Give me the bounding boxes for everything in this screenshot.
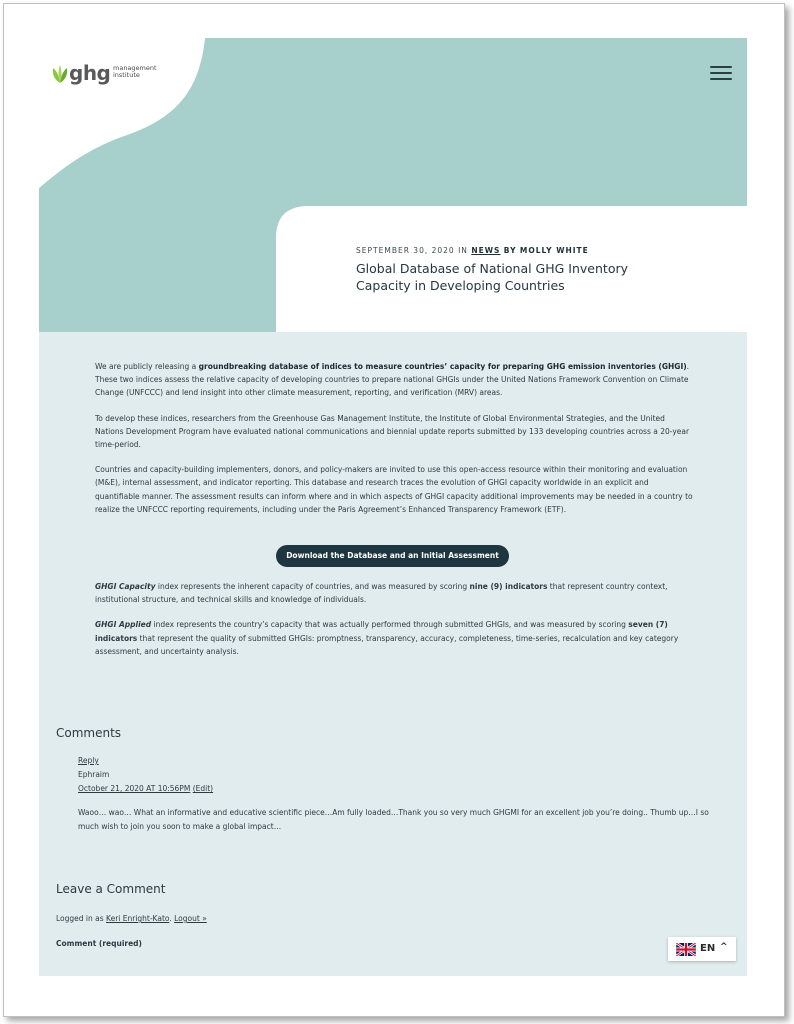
logged-in-prefix: Logged in as <box>56 914 104 923</box>
capacity-index-name: GHGI Capacity <box>95 582 156 591</box>
edit-comment-link[interactable]: (Edit) <box>192 784 214 793</box>
download-database-button[interactable]: Download the Database and an Initial Assessment <box>276 545 509 567</box>
applied-indicators: seven (7) indicators <box>95 620 668 643</box>
comment-field-label: Comment (required) <box>56 939 142 948</box>
article-page <box>39 38 747 976</box>
in-label: IN <box>458 246 468 255</box>
capacity-indicators: nine (9) indicators <box>469 582 548 591</box>
chevron-up-icon: ^ <box>720 942 728 952</box>
logo[interactable] <box>51 61 171 88</box>
leave-comment-heading: Leave a Comment <box>56 882 166 896</box>
logo-subtitle-line-1: management <box>113 64 157 72</box>
logout-link[interactable]: Logout » <box>174 914 207 923</box>
post-date: SEPTEMBER 30, 2020 <box>356 246 455 255</box>
post-title: Global Database of National GHG Inventory Capacity in Developing Countries <box>356 261 628 293</box>
logo-wordmark: ghg <box>69 61 111 85</box>
leaf-icon <box>51 64 69 84</box>
logo-subtitle <box>113 65 173 79</box>
applied-text-b: that represent the quality of submitted GHGIs: promptness, transparency, accuracy, completeness, time-series, recalculation and key category assessment, and uncertainty analysis. <box>95 633 679 656</box>
article-body <box>95 360 693 528</box>
paragraph-intro <box>95 360 693 400</box>
comment-item <box>78 754 728 834</box>
language-code: EN <box>700 943 716 954</box>
comment-text: Waoo… wao… What an informative and educative scientific piece…Am fully loaded…Thank you so very much GHGMI for an excellent job you’re doing.. Thumb up…I so much wish to join you soon to make a global impact… <box>78 808 709 831</box>
comment-date-link[interactable]: October 21, 2020 AT 10:56PM <box>78 784 191 793</box>
capacity-text-a: index represents the inherent capacity of countries, and was measured by scoring <box>155 582 470 591</box>
uk-flag-icon <box>676 943 696 956</box>
logo-subtitle-line-2: institute <box>113 71 140 79</box>
paragraph-applied-index <box>95 618 693 658</box>
comment-author: Ephraim <box>78 770 110 779</box>
hero-banner <box>39 38 747 332</box>
category-link[interactable]: NEWS <box>471 246 501 255</box>
logged-in-notice: Logged in as Keri Enright-Kato. Logout » <box>56 914 207 923</box>
by-label: BY <box>503 246 517 255</box>
reply-link[interactable]: Reply <box>78 756 99 765</box>
menu-bar <box>710 72 732 74</box>
intro-text-pre: We are publicly releasing a <box>95 362 199 371</box>
paragraph-method: To develop these indices, researchers from the Greenhouse Gas Management Institute, the Institute of Global Environmental Strategies, and the United Nations Development Program have evaluated national communications and biennial update reports submitted by 133 developing countries across a 20-year time-period. <box>95 413 690 450</box>
paragraph-capacity-index <box>95 580 693 606</box>
post-meta <box>356 246 589 255</box>
applied-index-name: GHGI Applied <box>95 620 152 630</box>
user-profile-link[interactable]: Keri Enright-Kato <box>106 914 170 923</box>
applied-text-a: index represents the country’s capacity that was actually performed through submitted GHGIs, and was measured by scoring <box>151 620 629 630</box>
post-author: MOLLY WHITE <box>519 246 589 255</box>
language-switcher[interactable] <box>668 937 736 961</box>
paragraph-usage: Countries and capacity-building implementers, donors, and policy-makers are invited to use this open-access resource within their monitoring and evaluation (M&E), internal assessment, and indicator reporting. This database and research traces the evolution of GHGI capacity worldwide in an explicit and quantifiable manner. The assessment results can inform where and in which aspects of GHGI capacity additional improvements may be needed in a country to realize the UNFCCC reporting requirements, including under the Paris Agreement’s Enhanced Transparency Framework (ETF). <box>95 465 693 514</box>
menu-bar <box>710 66 732 68</box>
capacity-text-b: that represent country context, institutional structure, and technical skills and knowledge of individuals. <box>95 582 668 605</box>
comments-heading: Comments <box>56 726 122 740</box>
intro-text-post: . These two indices assess the relative capacity of developing countries to prepare national GHGIs under the United Nations Framework Convention on Climate Change (UNFCCC) and lend insight into other climate measurement, reporting, and verification (MRV) areas. <box>95 362 690 398</box>
hamburger-menu-icon[interactable] <box>710 66 732 84</box>
intro-highlight: groundbreaking database of indices to measure countries’ capacity for preparing GHG emission inventories (GHGI) <box>198 362 687 371</box>
menu-bar <box>710 78 732 80</box>
index-descriptions <box>95 580 693 670</box>
